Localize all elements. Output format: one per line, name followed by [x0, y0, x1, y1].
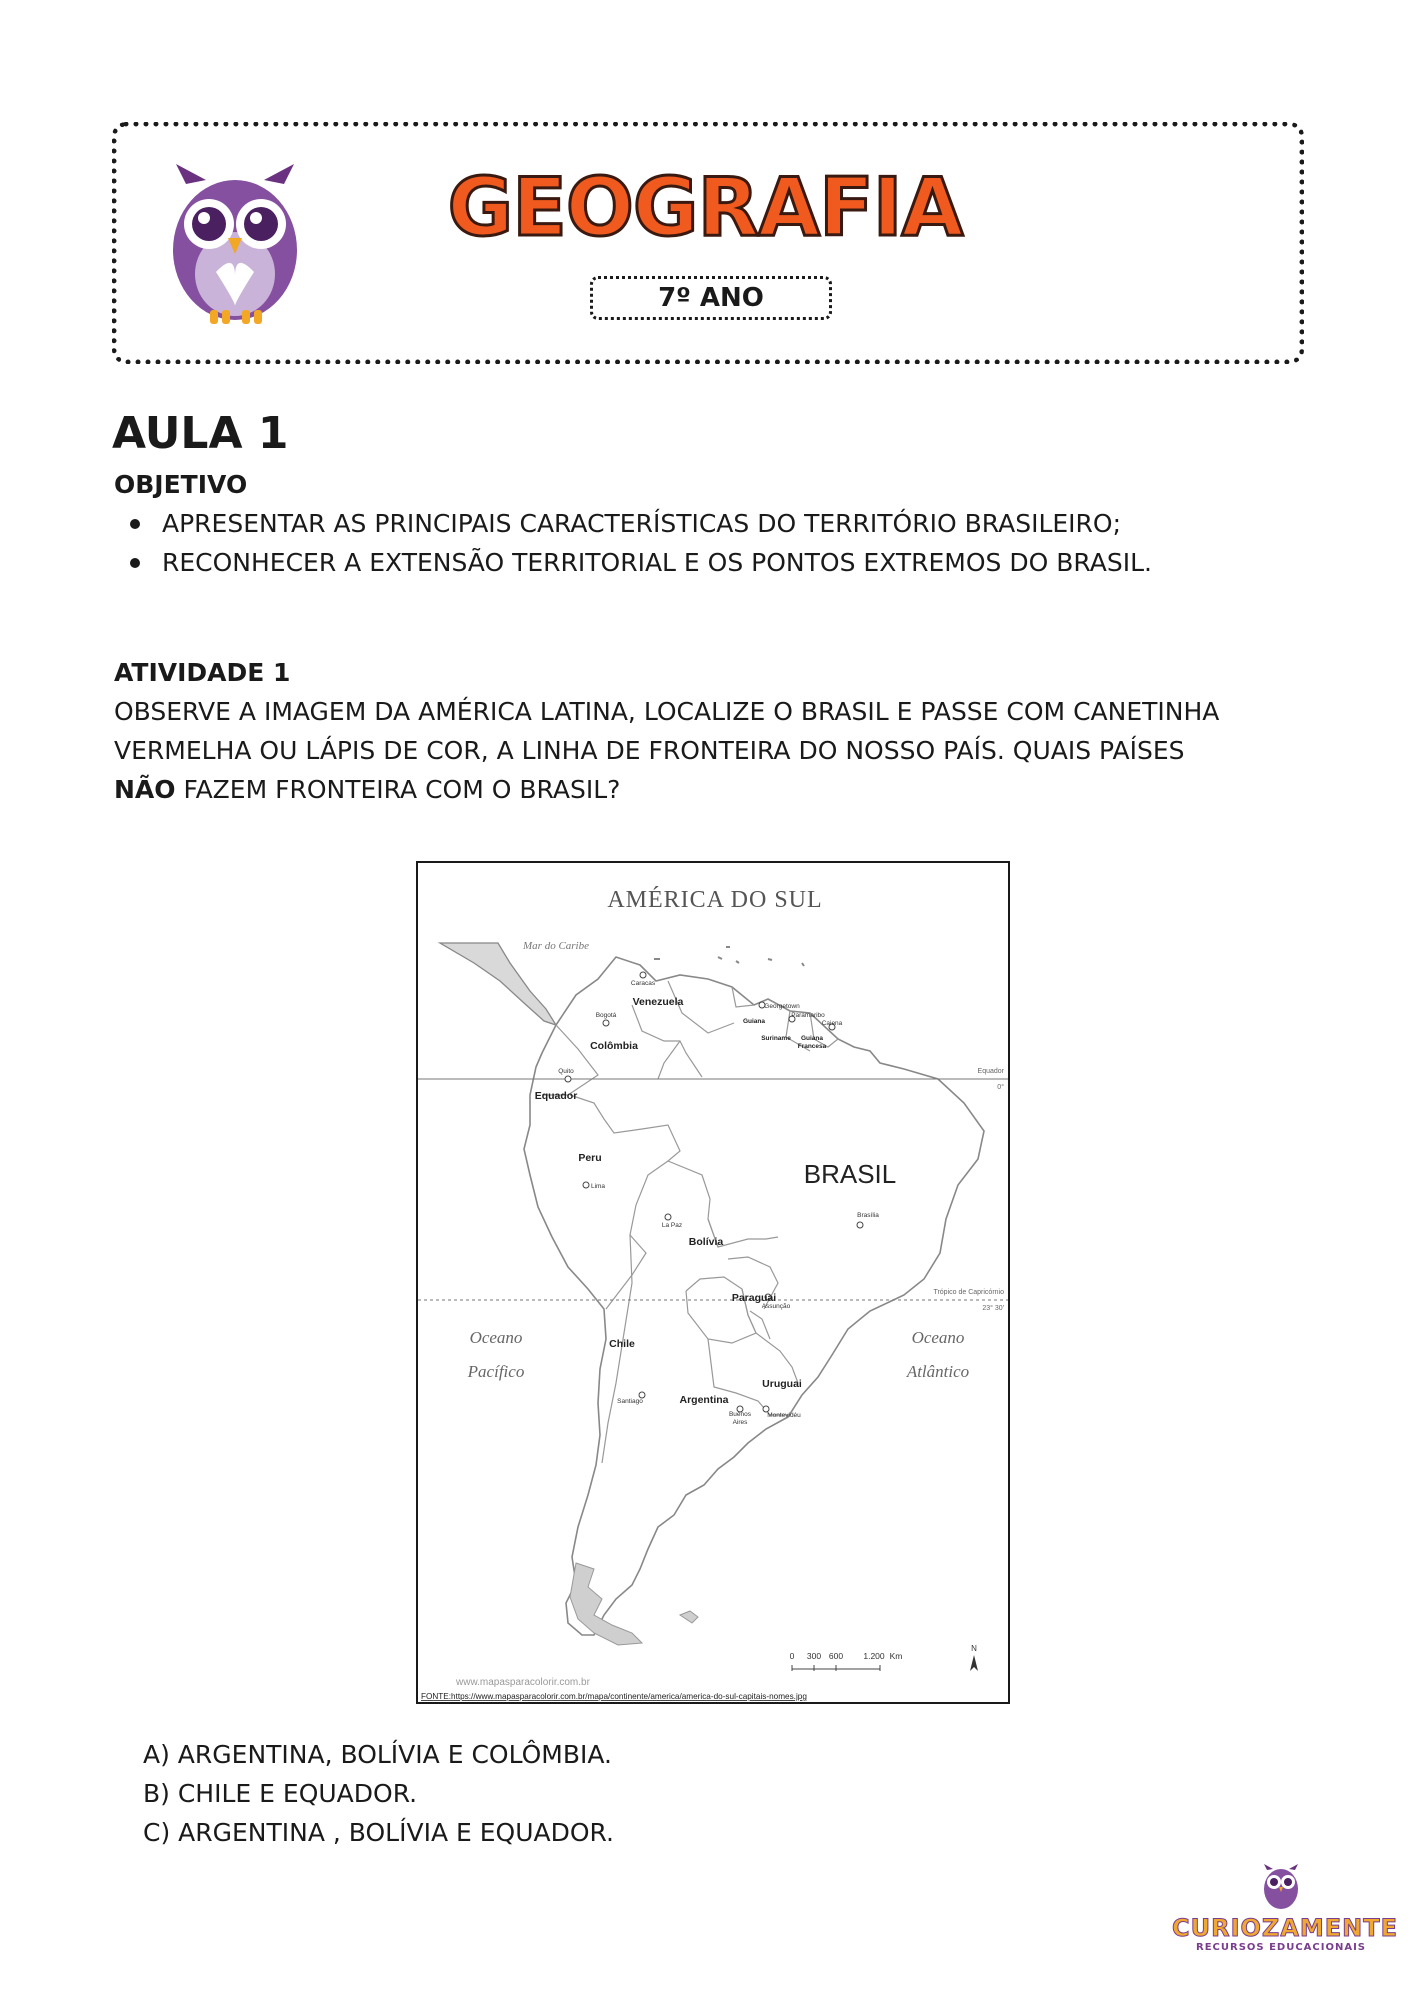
label-suriname: Suriname [761, 1035, 791, 1042]
label-venezuela: Venezuela [632, 996, 684, 1008]
label-guiana-francesa-2: Francesa [797, 1043, 827, 1050]
answer-options [143, 1735, 614, 1852]
brand-subtitle: RECURSOS EDUCACIONAIS [1196, 1942, 1366, 1953]
answer-option: A) ARGENTINA, BOLÍVIA E COLÔMBIA. [143, 1740, 612, 1769]
map-title: AMÉRICA DO SUL [607, 887, 823, 913]
capital-lima: Lima [590, 1183, 606, 1190]
label-uruguai: Uruguai [762, 1378, 802, 1390]
scale-bar [790, 1651, 903, 1671]
capital-georgetown: Georgetown [764, 1003, 800, 1010]
owl-icon [166, 164, 304, 324]
equator-label: Equador [977, 1068, 1004, 1075]
falklands [680, 1611, 698, 1623]
brasil-label: BRASIL [803, 1159, 897, 1189]
capital-santiago: Santiago [617, 1398, 643, 1405]
activity-line: OBSERVE A IMAGEM DA AMÉRICA LATINA, LOCALIZE O BRASIL E PASSE COM CANETINHA [114, 697, 1220, 726]
ocean-pacific-2: Pacífico [467, 1362, 525, 1381]
scale-unit: Km [889, 1651, 903, 1661]
label-guiana-francesa-1: Guiana [800, 1035, 824, 1042]
capital-montevideu: Montevidéu [767, 1412, 801, 1419]
caribbean-islands [654, 947, 804, 966]
capital-assuncao: Assunção [761, 1303, 791, 1310]
label-argentina: Argentina [679, 1394, 729, 1406]
label-guiana: Guiana [742, 1018, 766, 1025]
capital-la-paz: La Paz [661, 1222, 683, 1229]
map-drawing [418, 863, 1010, 1704]
map-watermark: www.mapasparacolorir.com.br [456, 1677, 590, 1688]
label-peru: Peru [578, 1152, 602, 1164]
ocean-atlantic-2: Atlântico [906, 1362, 970, 1381]
scale-tick-600: 600 [828, 1651, 844, 1661]
north-arrow-icon [970, 1644, 978, 1671]
objective-list [130, 504, 1152, 582]
capital-buenos-aires-2: Aires [732, 1419, 748, 1426]
tropic-degree: 23° 30' [982, 1305, 1004, 1312]
north-label: N [971, 1644, 977, 1653]
activity-emphasis: NÃO [114, 775, 176, 804]
lesson-title: AULA 1 [112, 408, 289, 459]
activity-instructions [114, 692, 1314, 809]
answer-option: C) ARGENTINA , BOLÍVIA E EQUADOR. [143, 1818, 614, 1847]
objective-item: RECONHECER A EXTENSÃO TERRITORIAL E OS PONTOS EXTREMOS DO BRASIL. [130, 543, 1152, 582]
label-equador: Equador [534, 1090, 578, 1102]
scale-tick-300: 300 [806, 1651, 822, 1661]
label-colombia: Colômbia [590, 1040, 638, 1052]
subject-title: GEOGRAFIA [447, 161, 963, 254]
capital-bogota: Bogotá [595, 1012, 617, 1019]
tropic-label: Trópico de Capricórnio [933, 1289, 1004, 1296]
activity-label: ATIVIDADE 1 [114, 658, 291, 687]
capital-paramaribo: Paramaribo [791, 1012, 825, 1019]
brand-logo [1172, 1864, 1399, 1974]
brand-owl-icon [1261, 1864, 1301, 1910]
capital-caracas: Caracas [630, 980, 656, 987]
capital-buenos-aires-1: Buenos [728, 1411, 752, 1418]
label-paraguai: Paraguai [731, 1292, 777, 1304]
scale-tick-0: 0 [789, 1651, 795, 1661]
label-bolivia: Bolívia [688, 1236, 724, 1248]
capital-brasilia: Brasília [857, 1212, 879, 1219]
answer-option: B) CHILE E EQUADOR. [143, 1779, 418, 1808]
brand-name: CURIOZAMENTE [1172, 1914, 1399, 1942]
objective-label: OBJETIVO [114, 470, 248, 499]
grade-badge: 7º ANO [590, 276, 832, 320]
south-america-map [416, 861, 1010, 1704]
ocean-atlantic-1: Oceano [911, 1328, 965, 1347]
ocean-pacific-1: Oceano [469, 1328, 523, 1347]
map-source: FONTE:https://www.mapasparacolorir.com.br/mapa/continente/america/america-do-sul-capitais-nomes.jpg [421, 1692, 807, 1701]
sea-label: Mar do Caribe [523, 940, 589, 952]
equator-degree: 0° [997, 1084, 1004, 1091]
central-america-shape [440, 943, 556, 1025]
label-chile: Chile [609, 1338, 635, 1350]
objective-item: APRESENTAR AS PRINCIPAIS CARACTERÍSTICAS DO TERRITÓRIO BRASILEIRO; [130, 504, 1152, 543]
activity-line: VERMELHA OU LÁPIS DE COR, A LINHA DE FRONTEIRA DO NOSSO PAÍS. QUAIS PAÍSES [114, 736, 1185, 765]
capital-caiena: Caiena [821, 1020, 843, 1027]
capital-quito: Quito [558, 1068, 574, 1075]
activity-line: FAZEM FRONTEIRA COM O BRASIL? [175, 775, 621, 804]
scale-tick-1200: 1.200 [863, 1651, 885, 1661]
